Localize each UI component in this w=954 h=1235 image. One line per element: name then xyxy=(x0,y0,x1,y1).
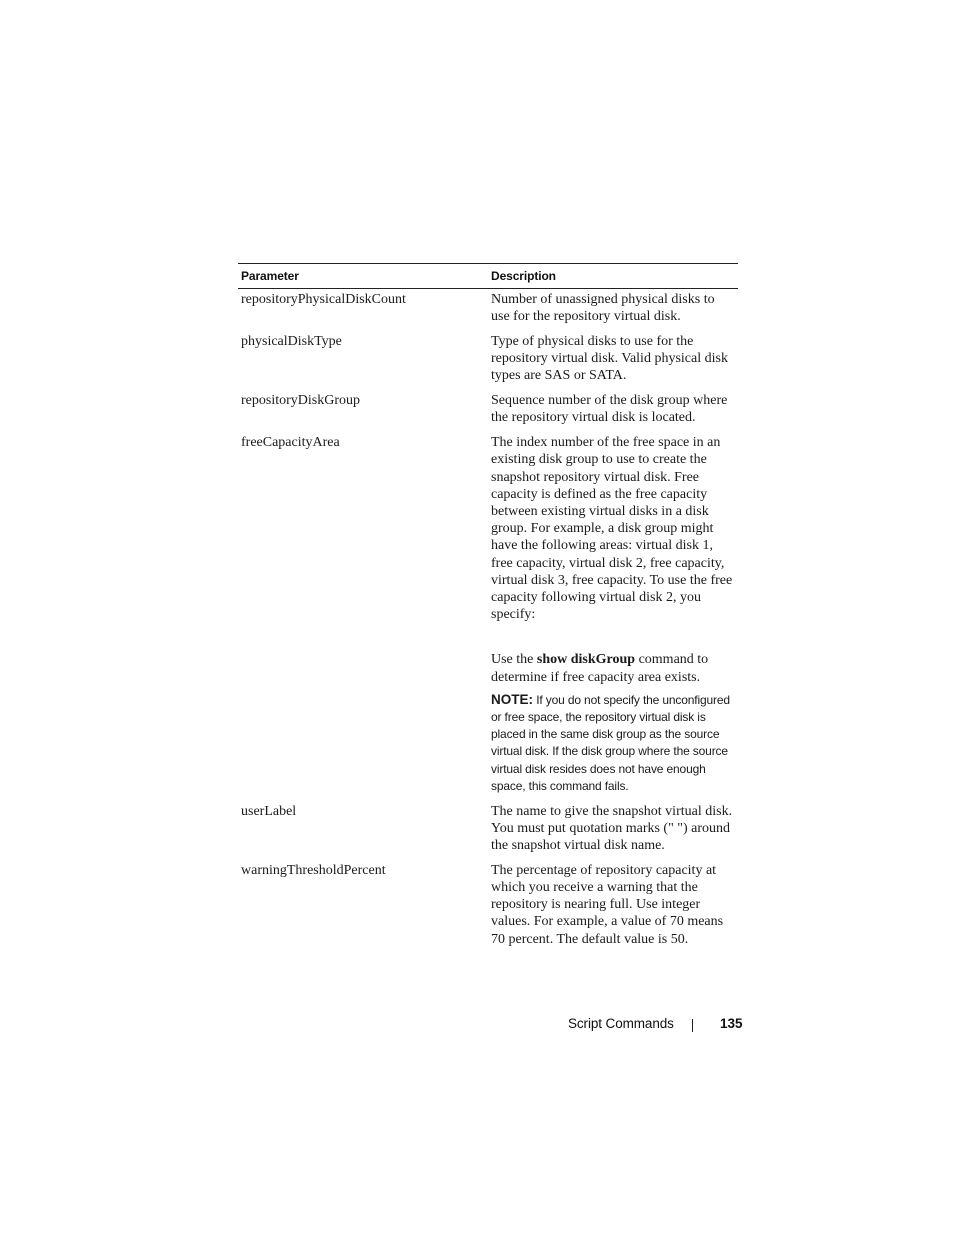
note-label: NOTE: xyxy=(491,691,533,707)
usage-paragraph xyxy=(491,651,736,685)
parameter-description: The name to give the snapshot virtual disk. You must put quotation marks (" ") around the snapshot virtual disk name. xyxy=(491,803,733,854)
header-description: Description xyxy=(491,269,556,283)
footer-section-title: Script Commands xyxy=(568,1016,674,1031)
parameter-name: userLabel xyxy=(241,803,297,819)
command-name: show diskGroup xyxy=(536,652,636,668)
parameter-description: The percentage of repository capacity at which you receive a warning that the repository is nearing full. Use integer values. For example, a value of 70 means 70 percent. The default value is 50. xyxy=(491,862,724,947)
parameter-description: Sequence number of the disk group where the repository virtual disk is located. xyxy=(491,393,728,426)
usage-text-pre: Use the xyxy=(491,652,534,668)
table-row xyxy=(238,803,738,855)
parameter-description: Type of physical disks to use for the repository virtual disk. Valid physical disk types are SAS or SATA. xyxy=(491,334,728,384)
parameter-description-block xyxy=(488,434,738,795)
parameter-description: Number of unassigned physical disks to use for the repository virtual disk. xyxy=(491,292,715,325)
parameter-description: The index number of the free space in an existing disk group to use to create the snapshot repository virtual disk. Free capacity is defined as the free capacity between existing virtual disks in a disk group. For example, a disk group might have the following areas: virtual disk 1, free capacity, virtual disk 2, free capacity, virtual disk 3, free capacity. To use the free capacity following virtual disk 2, you specify: xyxy=(491,435,733,623)
table-row xyxy=(238,434,738,795)
footer-divider xyxy=(692,1019,693,1032)
page-number: 135 xyxy=(720,1016,743,1031)
table-row xyxy=(238,291,738,325)
note-text: If you do not specify the unconfigured or free space, the repository virtual disk is placed in the same disk group as the source virtual disk. If the disk group where the source virtual disk resides does not have enough space, this command fails. xyxy=(491,692,730,793)
parameter-name: freeCapacityArea xyxy=(241,435,340,451)
note-block xyxy=(491,691,736,795)
table-row xyxy=(238,392,738,426)
table-header xyxy=(238,264,738,289)
parameter-table xyxy=(238,263,738,948)
usage-text-post: command to determine if free capacity area exists. xyxy=(491,652,709,685)
header-parameter: Parameter xyxy=(241,269,299,283)
table-row xyxy=(238,862,738,948)
page-footer xyxy=(0,1014,954,1034)
parameter-name: repositoryDiskGroup xyxy=(241,393,360,409)
parameter-name: physicalDiskType xyxy=(241,334,342,349)
table-row xyxy=(238,333,738,385)
parameter-name: repositoryPhysicalDiskCount xyxy=(241,292,406,307)
parameter-name: warningThresholdPercent xyxy=(241,862,386,878)
